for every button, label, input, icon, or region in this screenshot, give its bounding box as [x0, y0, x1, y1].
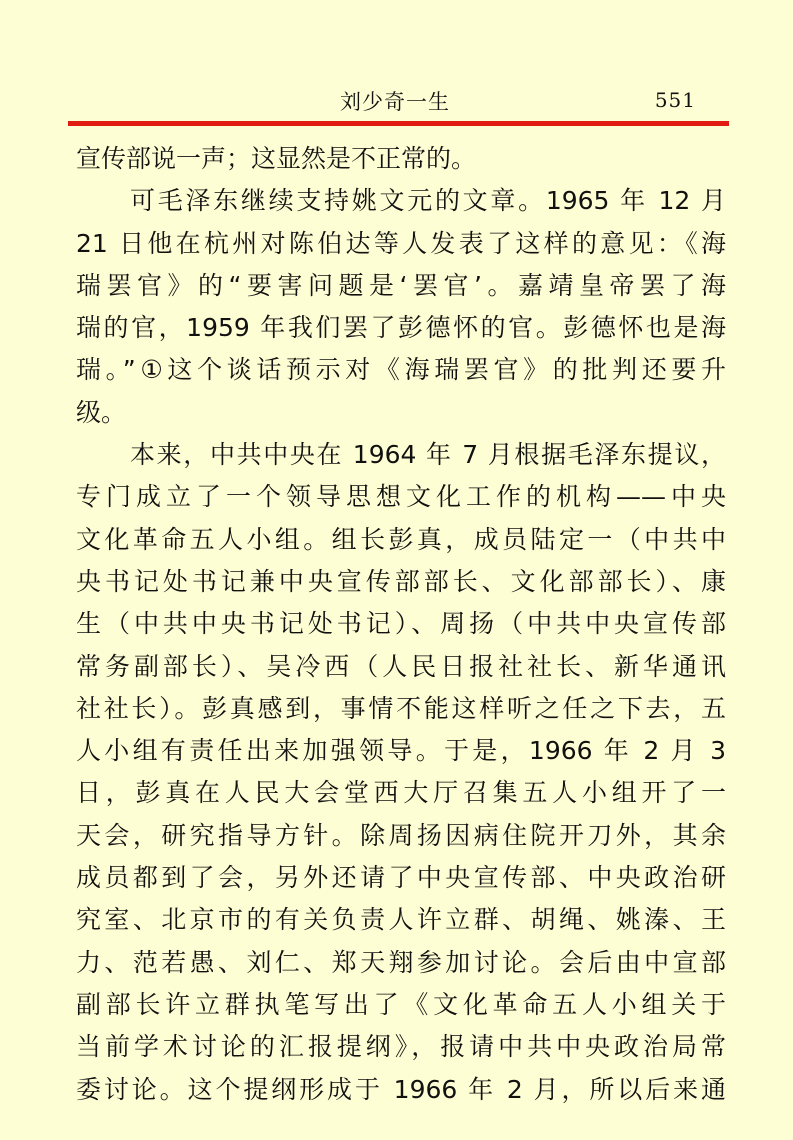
- text-line: 本来，中共中央在 1964 年 7 月根据毛泽东提议，: [130, 440, 726, 470]
- text-line: 天会，研究指导方针。除周扬因病住院开刀外，其余: [76, 820, 726, 850]
- text-line: 专门成立了一个领导思想文化工作的机构——中央: [76, 482, 726, 512]
- faint-bleed-through: [290, 1096, 490, 1110]
- text-line: 文化革命五人小组。组长彭真，成员陆定一（中共中: [76, 524, 726, 554]
- text-line: 瑞罢官》的“要害问题是‘罢官’。嘉靖皇帝罢了海: [76, 270, 726, 300]
- text-line: 力、范若愚、刘仁、郑天翔参加讨论。会后由中宣部: [76, 947, 726, 977]
- text-line: 社社长）。彭真感到，事情不能这样听之任之下去，五: [76, 693, 726, 723]
- page-number: 551: [654, 88, 696, 112]
- text-line: 21 日他在杭州对陈伯达等人发表了这样的意见：《海: [76, 228, 726, 258]
- text-line: 级。: [76, 397, 127, 427]
- text-line: 日，彭真在人民大会堂西大厅召集五人小组开了一: [76, 778, 726, 808]
- text-line: 央书记处书记兼中央宣传部部长、文化部部长）、康: [76, 566, 726, 596]
- body-text: [76, 138, 726, 1111]
- text-line: 人小组有责任出来加强领导。于是，1966 年 2 月 3: [76, 736, 726, 766]
- text-line: 瑞的官，1959 年我们罢了彭德怀的官。彭德怀也是海: [76, 313, 726, 343]
- text-line: 成员都到了会，另外还请了中央宣传部、中央政治研: [76, 863, 726, 893]
- text-line: 当前学术讨论的汇报提纲》，报请中共中央政治局常: [76, 1032, 726, 1062]
- text-line: 常务副部长）、吴冷西（人民日报社社长、新华通讯: [76, 651, 726, 681]
- text-line: 究室、北京市的有关负责人许立群、胡绳、姚溱、王: [76, 905, 726, 935]
- text-line: 宣传部说一声；这显然是不正常的。: [76, 144, 477, 173]
- running-title: 刘少奇一生: [340, 90, 450, 114]
- text-line: 可毛泽东继续支持姚文元的文章。1965 年 12 月: [130, 186, 726, 216]
- page-header: [68, 82, 728, 122]
- text-line: 副部长许立群执笔写出了《文化革命五人小组关于: [76, 989, 726, 1019]
- text-line: 委讨论。这个提纲形成于 1966 年 2 月，所以后来通: [76, 1074, 726, 1104]
- text-line: 瑞。”①这个谈话预示对《海瑞罢官》的批判还要升: [76, 355, 726, 385]
- text-line: 生（中共中央书记处书记）、周扬（中共中央宣传部: [76, 609, 726, 639]
- header-rule: [68, 121, 729, 126]
